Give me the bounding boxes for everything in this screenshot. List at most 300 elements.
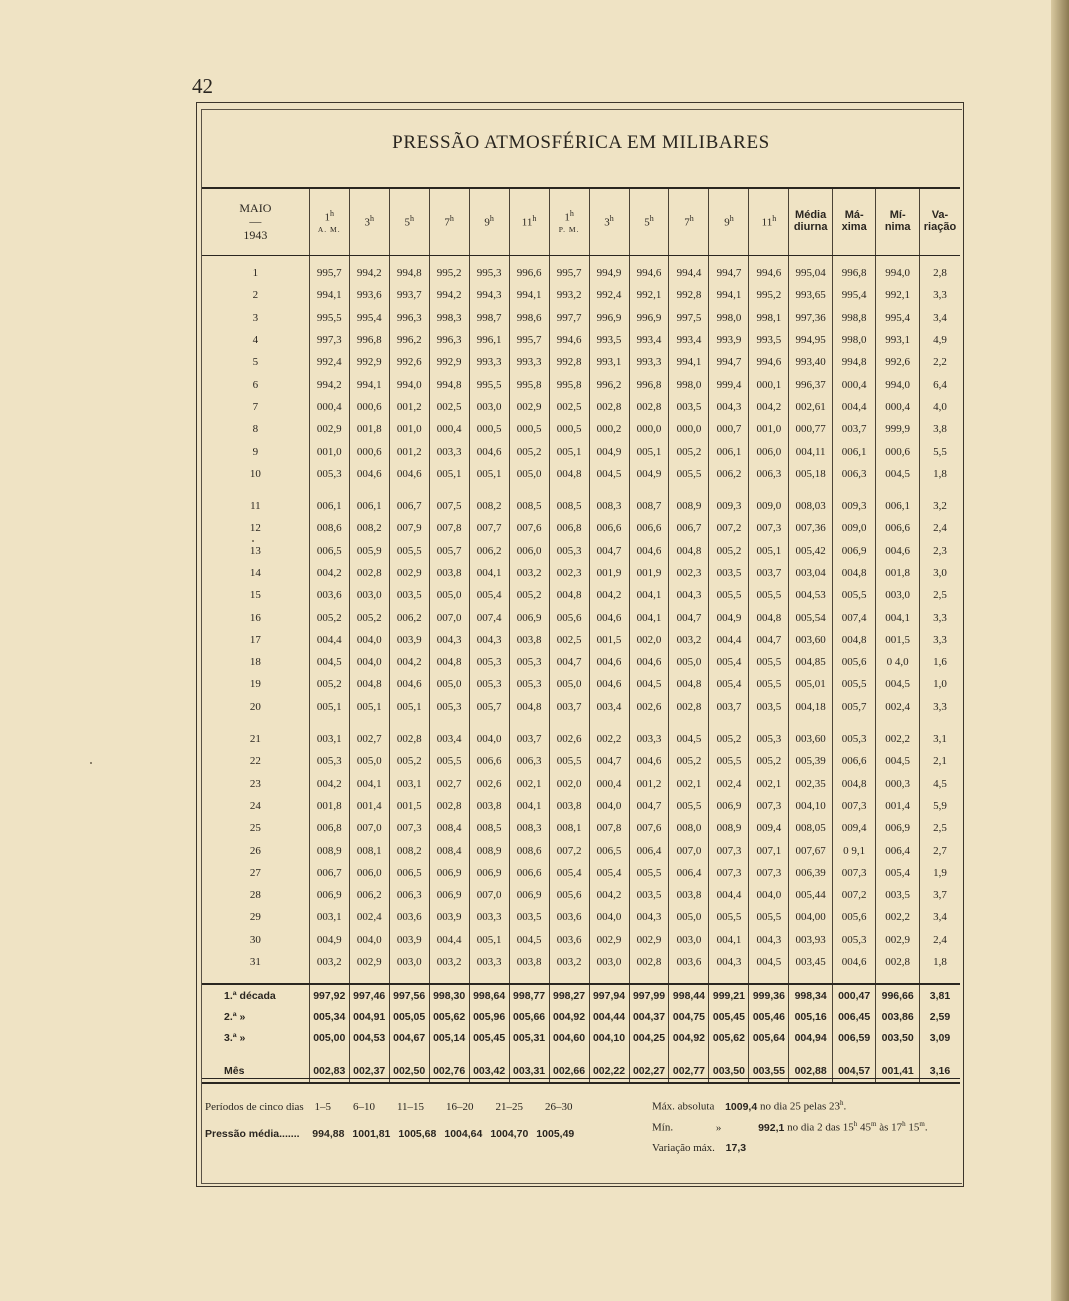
value-cell: 996,8	[349, 329, 389, 351]
day-row	[202, 396, 960, 418]
value-cell: 997,3	[309, 329, 349, 351]
value-cell: 005,7	[832, 696, 876, 718]
day-row	[202, 673, 960, 695]
value-cell: 994,7	[709, 351, 749, 373]
value-cell: 002,8	[669, 696, 709, 718]
value-cell: 005,6	[549, 884, 589, 906]
spacer-cell	[549, 973, 589, 984]
value-cell: 993,9	[709, 329, 749, 351]
value-cell: 004,2	[589, 884, 629, 906]
value-cell: 004,3	[469, 629, 509, 651]
spacer-cell	[789, 485, 833, 495]
value-cell: 005,1	[389, 696, 429, 718]
value-cell: 004,5	[309, 651, 349, 673]
value-cell: 006,6	[832, 750, 876, 772]
pressao-media-values	[302, 1128, 574, 1140]
value-cell: 004,6	[832, 951, 876, 973]
value-cell: 006,5	[389, 862, 429, 884]
pressao-media-label: Pressão média.......	[205, 1128, 300, 1140]
media-diurna-header-line: Média	[795, 209, 827, 222]
value-cell: 006,3	[389, 884, 429, 906]
value-cell: 004,3	[629, 906, 669, 928]
value-cell: 003,55	[749, 1060, 789, 1083]
value-cell: 005,3	[749, 728, 789, 750]
spacer-row	[202, 973, 960, 984]
value-cell: 997,5	[669, 307, 709, 329]
row-label-cell: 12	[249, 522, 261, 535]
value-cell: 998,8	[832, 307, 876, 329]
value-cell: 003,1	[309, 906, 349, 928]
day-row	[202, 651, 960, 673]
value-cell: 000,6	[349, 396, 389, 418]
value-cell: 004,6	[589, 651, 629, 673]
value-cell: 994,8	[389, 262, 429, 284]
pressao-media-value: 1005,49	[536, 1128, 575, 1140]
value-cell: 008,9	[709, 817, 749, 839]
value-cell: 3,3	[919, 696, 960, 718]
value-cell: 2,7	[919, 839, 960, 861]
value-cell: 007,8	[429, 517, 469, 539]
value-cell: 007,3	[749, 862, 789, 884]
value-cell: 003,3	[429, 440, 469, 462]
value-cell: 997,92	[309, 984, 349, 1006]
value-cell: 004,9	[309, 929, 349, 951]
value-cell: 998,27	[549, 984, 589, 1006]
value-cell: 994,6	[749, 262, 789, 284]
value-cell: 005,0	[429, 584, 469, 606]
value-cell: 005,7	[429, 540, 469, 562]
value-cell: 003,6	[669, 951, 709, 973]
value-cell: 992,9	[349, 351, 389, 373]
value-cell: 005,4	[549, 862, 589, 884]
value-cell: 002,5	[549, 396, 589, 418]
value-cell: 001,2	[389, 440, 429, 462]
value-cell: 005,2	[509, 584, 549, 606]
value-cell: 992,6	[389, 351, 429, 373]
value-cell: 998,0	[669, 373, 709, 395]
spacer-cell	[669, 718, 709, 728]
value-cell: 006,1	[876, 495, 920, 517]
value-cell: 003,0	[469, 396, 509, 418]
spacer-cell	[919, 718, 960, 728]
row-label-cell: 31	[249, 956, 261, 969]
period-range: 16–20	[446, 1101, 474, 1113]
value-cell: 003,8	[429, 562, 469, 584]
footer-rule	[202, 1078, 960, 1079]
day-row	[202, 773, 960, 795]
value-cell: 001,2	[629, 773, 669, 795]
page-title: PRESSÃO ATMOSFÉRICA EM MILIBARES	[392, 132, 770, 153]
value-cell: 003,50	[876, 1027, 920, 1048]
spacer-row	[202, 718, 960, 728]
variacao-header-line: Va-	[931, 209, 949, 222]
period-range: 26–30	[545, 1101, 573, 1113]
value-cell: 005,3	[309, 750, 349, 772]
value-cell: 004,6	[629, 651, 669, 673]
value-cell: 005,62	[429, 1006, 469, 1027]
value-cell: 003,7	[709, 696, 749, 718]
value-cell: 002,88	[789, 1060, 833, 1083]
value-cell: 004,53	[349, 1027, 389, 1048]
value-cell: 004,7	[589, 750, 629, 772]
value-cell: 003,0	[669, 929, 709, 951]
row-label-cell: 5	[252, 356, 259, 369]
value-cell: 5,9	[919, 795, 960, 817]
row-label-cell: 14	[249, 567, 261, 579]
spacer-cell	[749, 1048, 789, 1060]
hour-suffix: h	[649, 213, 654, 223]
value-cell: 004,0	[349, 629, 389, 651]
value-cell: 003,7	[509, 728, 549, 750]
value-cell: 004,67	[389, 1027, 429, 1048]
value-cell: 008,5	[469, 817, 509, 839]
day-row	[202, 696, 960, 718]
value-cell: 004,1	[629, 584, 669, 606]
value-cell: 008,6	[309, 517, 349, 539]
spacer-cell	[709, 485, 749, 495]
max-absoluta-label: Máx. absoluta	[652, 1100, 715, 1113]
value-cell: 994,2	[349, 262, 389, 284]
value-cell: 005,3	[832, 728, 876, 750]
value-cell: 005,5	[709, 750, 749, 772]
value-cell: 009,3	[709, 495, 749, 517]
value-cell: 005,5	[749, 651, 789, 673]
spacer-cell	[389, 485, 429, 495]
value-cell: 001,0	[389, 418, 429, 440]
row-label-cell: 24	[249, 799, 261, 812]
value-cell: 005,5	[429, 750, 469, 772]
value-cell: 007,0	[349, 817, 389, 839]
value-cell: 994,8	[429, 373, 469, 395]
value-cell: 004,3	[749, 929, 789, 951]
periods-list	[306, 1101, 572, 1113]
hour-suffix: h	[330, 208, 334, 218]
spacer-cell	[709, 1048, 749, 1060]
value-cell: 003,5	[509, 906, 549, 928]
day-row	[202, 629, 960, 651]
value-cell: 006,3	[749, 463, 789, 485]
value-cell: 005,0	[349, 750, 389, 772]
value-cell: 2,5	[919, 584, 960, 606]
row-label-cell: 2	[252, 289, 259, 302]
value-cell: 993,5	[589, 329, 629, 351]
day-row	[202, 750, 960, 772]
value-cell: 002,1	[509, 773, 549, 795]
value-cell: 004,2	[589, 584, 629, 606]
spacer-cell	[349, 973, 389, 984]
value-cell: 003,9	[389, 929, 429, 951]
value-cell: 005,2	[389, 750, 429, 772]
hour-header	[509, 188, 549, 256]
day-row	[202, 817, 960, 839]
value-cell: 004,0	[589, 795, 629, 817]
value-cell: 993,1	[876, 329, 920, 351]
decade-summary-row	[202, 984, 960, 1006]
value-cell: 005,3	[549, 540, 589, 562]
value-cell: 004,75	[669, 1006, 709, 1027]
value-cell: 004,60	[549, 1027, 589, 1048]
hour-number: 3	[364, 216, 370, 229]
value-cell: 006,1	[309, 495, 349, 517]
value-cell: 992,8	[549, 351, 589, 373]
spacer-cell	[389, 1048, 429, 1060]
value-cell: 003,50	[709, 1060, 749, 1083]
value-cell: 003,8	[669, 884, 709, 906]
value-cell: 2,4	[919, 517, 960, 539]
spacer-cell	[669, 485, 709, 495]
value-cell: 005,5	[749, 584, 789, 606]
value-cell: 004,2	[749, 396, 789, 418]
value-cell: 005,5	[669, 463, 709, 485]
row-label-cell: 20	[249, 700, 261, 713]
spacer-cell	[202, 485, 309, 495]
value-cell: 002,77	[669, 1060, 709, 1083]
row-label-cell: Mês	[202, 1060, 309, 1083]
spacer-cell	[309, 718, 349, 728]
value-cell: 003,2	[509, 562, 549, 584]
value-cell: 003,60	[789, 629, 833, 651]
value-cell: 003,45	[789, 951, 833, 973]
value-cell: 000,1	[749, 373, 789, 395]
value-cell: 992,8	[669, 284, 709, 306]
spacer-cell	[549, 1048, 589, 1060]
value-cell: 992,4	[589, 284, 629, 306]
value-cell: 005,7	[469, 696, 509, 718]
value-cell: 003,60	[789, 728, 833, 750]
value-cell: 002,8	[876, 951, 920, 973]
value-cell: 008,0	[669, 817, 709, 839]
value-cell: 004,57	[832, 1060, 876, 1083]
day-row	[202, 284, 960, 306]
value-cell: 003,0	[589, 951, 629, 973]
value-cell: 994,95	[789, 329, 833, 351]
hour-number: 1	[324, 211, 330, 224]
value-cell: 008,9	[309, 839, 349, 861]
min-absoluta-line	[652, 1120, 928, 1134]
value-cell: 1,8	[919, 951, 960, 973]
min-text-a: no dia 2 das 15	[787, 1121, 854, 1134]
value-cell: 006,6	[589, 517, 629, 539]
value-cell: 000,5	[509, 418, 549, 440]
value-cell: 992,1	[876, 284, 920, 306]
hour-number: 5	[644, 216, 650, 229]
value-cell: 004,8	[549, 463, 589, 485]
spacer-cell	[669, 1048, 709, 1060]
spacer-row	[202, 485, 960, 495]
value-cell: 004,2	[309, 562, 349, 584]
value-cell: 004,4	[709, 629, 749, 651]
hour-suffix: h	[409, 213, 414, 223]
value-cell: 005,3	[429, 696, 469, 718]
spacer-cell	[709, 973, 749, 984]
value-cell: 006,9	[832, 540, 876, 562]
value-cell: 004,8	[349, 673, 389, 695]
day-row	[202, 262, 960, 284]
value-cell: 004,4	[709, 884, 749, 906]
value-cell: 004,1	[876, 606, 920, 628]
spacer-cell	[202, 718, 309, 728]
value-cell: 004,8	[669, 673, 709, 695]
value-cell: 003,6	[549, 929, 589, 951]
value-cell: 006,2	[389, 606, 429, 628]
value-cell: 1,0	[919, 673, 960, 695]
value-cell: 005,18	[789, 463, 833, 485]
value-cell: 995,7	[549, 262, 589, 284]
spacer-cell	[749, 973, 789, 984]
hour-number: 3	[604, 216, 610, 229]
min-text-c: às 17	[876, 1121, 903, 1134]
value-cell: 004,91	[349, 1006, 389, 1027]
value-cell: 005,00	[309, 1027, 349, 1048]
value-cell: 1,6	[919, 651, 960, 673]
year-label: 1943	[243, 227, 268, 242]
day-row	[202, 728, 960, 750]
value-cell: 004,6	[876, 540, 920, 562]
value-cell: 005,0	[669, 651, 709, 673]
value-cell: 005,9	[349, 540, 389, 562]
value-cell: 000,7	[709, 418, 749, 440]
value-cell: 006,9	[429, 884, 469, 906]
row-label-cell: 10	[249, 467, 261, 480]
value-cell: 995,4	[349, 307, 389, 329]
value-cell: 005,54	[789, 606, 833, 628]
max-hour-sup: h	[840, 1099, 844, 1107]
value-cell: 004,92	[549, 1006, 589, 1027]
value-cell: 005,66	[509, 1006, 549, 1027]
maxima-header	[832, 188, 876, 256]
value-cell: 004,8	[832, 773, 876, 795]
row-label-cell: 9	[252, 445, 259, 458]
day-row	[202, 373, 960, 395]
value-cell: 002,6	[549, 728, 589, 750]
value-cell: 003,7	[832, 418, 876, 440]
value-cell: 007,6	[509, 517, 549, 539]
value-cell: 001,8	[309, 795, 349, 817]
spacer-cell	[349, 718, 389, 728]
value-cell: 007,0	[669, 839, 709, 861]
value-cell: 001,8	[876, 562, 920, 584]
value-cell: 992,9	[429, 351, 469, 373]
hour-suffix: h	[772, 213, 777, 223]
day-row	[202, 951, 960, 973]
value-cell: 000,4	[309, 396, 349, 418]
row-label-cell: 15	[249, 589, 261, 602]
value-cell: 006,8	[549, 517, 589, 539]
value-cell: 998,64	[469, 984, 509, 1006]
spacer-cell	[549, 485, 589, 495]
value-cell: 005,1	[469, 463, 509, 485]
value-cell: 003,2	[669, 629, 709, 651]
value-cell: 008,9	[669, 495, 709, 517]
min-text-b: 45	[857, 1121, 871, 1134]
spacer-cell	[309, 973, 349, 984]
value-cell: 000,4	[832, 373, 876, 395]
value-cell: 006,3	[832, 463, 876, 485]
row-label-cell: 19	[249, 678, 261, 691]
value-cell: 002,1	[749, 773, 789, 795]
value-cell: 996,3	[389, 307, 429, 329]
value-cell: 993,1	[589, 351, 629, 373]
value-cell: 0 4,0	[876, 651, 920, 673]
value-cell: 005,0	[669, 906, 709, 928]
value-cell: 006,45	[832, 1006, 876, 1027]
day-row	[202, 351, 960, 373]
spacer-cell	[349, 1048, 389, 1060]
value-cell: 004,92	[669, 1027, 709, 1048]
value-cell: 002,8	[629, 396, 669, 418]
value-cell: 005,5	[749, 673, 789, 695]
max-absoluta-line: Máx. absoluta 1009,4 no dia 25 pelas 23$^h$.	[652, 1099, 847, 1113]
value-cell: 005,39	[789, 750, 833, 772]
value-cell: 004,5	[876, 750, 920, 772]
value-cell: 993,6	[349, 284, 389, 306]
hour-header	[669, 188, 709, 256]
value-cell: 003,31	[509, 1060, 549, 1083]
value-cell: 007,4	[832, 606, 876, 628]
min-value: 992,1	[758, 1121, 785, 1134]
value-cell: 6,4	[919, 373, 960, 395]
spacer-cell	[469, 1048, 509, 1060]
value-cell: 002,6	[629, 696, 669, 718]
value-cell: 3,8	[919, 418, 960, 440]
spacer-cell	[629, 485, 669, 495]
value-cell: 008,9	[469, 839, 509, 861]
value-cell: 996,8	[629, 373, 669, 395]
value-cell: 003,7	[549, 696, 589, 718]
value-cell: 004,6	[389, 463, 429, 485]
value-cell: 006,9	[309, 884, 349, 906]
row-label-cell: 28	[249, 889, 261, 902]
value-cell: 001,41	[876, 1060, 920, 1083]
value-cell: 3,4	[919, 906, 960, 928]
hour-suffix: h	[689, 213, 694, 223]
value-cell: 008,05	[789, 817, 833, 839]
value-cell: 002,9	[509, 396, 549, 418]
pressao-media-value: 1004,64	[444, 1128, 483, 1140]
min-sup-c: h	[902, 1120, 906, 1128]
value-cell: 004,6	[589, 673, 629, 695]
value-cell: 001,4	[349, 795, 389, 817]
spacer-cell	[469, 485, 509, 495]
value-cell: 004,25	[629, 1027, 669, 1048]
value-cell: 002,66	[549, 1060, 589, 1083]
value-cell: 007,3	[709, 839, 749, 861]
value-cell: 008,1	[349, 839, 389, 861]
day-row	[202, 440, 960, 462]
value-cell: 004,6	[389, 673, 429, 695]
value-cell: 005,4	[589, 862, 629, 884]
value-cell: 005,5	[389, 540, 429, 562]
spacer-cell	[469, 718, 509, 728]
hour-period: A. M.	[317, 225, 341, 235]
row-label-cell: 13	[249, 544, 261, 557]
value-cell: 993,2	[549, 284, 589, 306]
day-row	[202, 906, 960, 928]
value-cell: 005,2	[309, 673, 349, 695]
period-range: 6–10	[352, 1101, 375, 1113]
value-cell: 004,1	[349, 773, 389, 795]
value-cell: 004,5	[749, 951, 789, 973]
value-cell: 4,5	[919, 773, 960, 795]
value-cell: 006,2	[349, 884, 389, 906]
hour-number: 11	[521, 216, 533, 229]
value-cell: 001,5	[589, 629, 629, 651]
value-cell: 004,0	[349, 929, 389, 951]
value-cell: 004,44	[589, 1006, 629, 1027]
value-cell: 006,9	[876, 817, 920, 839]
value-cell: 004,3	[429, 629, 469, 651]
spacer-cell	[509, 718, 549, 728]
